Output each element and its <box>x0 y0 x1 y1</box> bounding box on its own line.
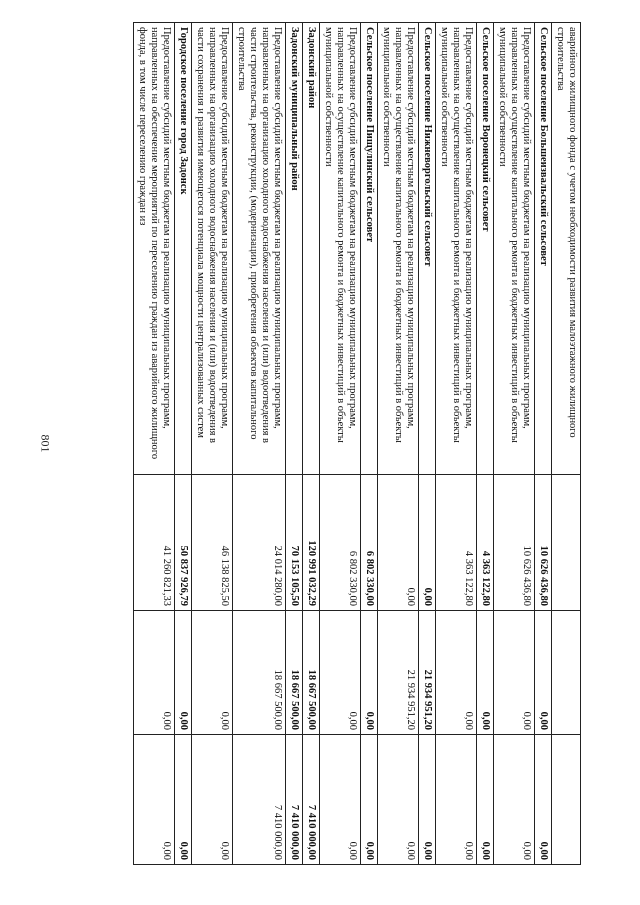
amount-year3-cell: 0,00 <box>320 735 361 865</box>
amount-year2-cell: 0,00 <box>477 611 494 735</box>
table-row <box>134 23 175 865</box>
amount-year3-cell: 7 410 000,00 <box>286 735 303 865</box>
row-name-cell: Предоставление субсидий местным бюджетам на реализацию муниципальных программ, направленных на осуществление капитального ремонта и бюджетных инвестиций в объекты муниципальной собственности <box>436 23 477 475</box>
table-row <box>436 23 477 865</box>
row-name-cell: аварийного жилищного фонда с учетом необходимости развития малоэтажного жилищного строительства <box>552 23 581 475</box>
amount-year1-cell: 6 802 330,00 <box>320 475 361 611</box>
amount-year3-cell: 0,00 <box>175 735 192 865</box>
amount-year2-cell: 0,00 <box>134 611 175 735</box>
row-name-cell: Сельское поселение Пищулинский сельсовет <box>361 23 378 475</box>
amount-year3-cell: 0,00 <box>494 735 535 865</box>
table-row <box>192 23 233 865</box>
table-row <box>320 23 361 865</box>
amount-year2-cell: 0,00 <box>494 611 535 735</box>
amount-year3-cell: 0,00 <box>378 735 419 865</box>
amount-year1-cell: 46 138 825,50 <box>192 475 233 611</box>
amount-year2-cell: 0,00 <box>320 611 361 735</box>
amount-year2-cell <box>552 611 581 735</box>
page-number: 801 <box>38 434 53 453</box>
row-name-cell: Предоставление субсидий местным бюджетам на реализацию муниципальных программ, направленных на организацию холодного водоснабжения населения и (или) водоотведения в части строительства, реконструкции, (модернизации), приобретения объектов капитального строительства <box>233 23 286 475</box>
row-name-cell: Городское поселение город Задонск <box>175 23 192 475</box>
row-name-cell: Предоставление субсидий местным бюджетам на реализацию муниципальных программ, направленных на осуществление капитального ремонта и бюджетных инвестиций в объекты муниципальной собственности <box>494 23 535 475</box>
amount-year2-cell: 21 934 951,20 <box>419 611 436 735</box>
row-name-cell: Задонский муниципальный район <box>286 23 303 475</box>
amount-year3-cell: 0,00 <box>535 735 552 865</box>
table-row <box>361 23 378 865</box>
amount-year3-cell: 0,00 <box>134 735 175 865</box>
table-row <box>303 23 320 865</box>
amount-year1-cell: 24 014 280,00 <box>233 475 286 611</box>
budget-table <box>133 22 581 865</box>
amount-year2-cell: 0,00 <box>192 611 233 735</box>
row-name-cell: Сельское поселение Большеизвальский сельсовет <box>535 23 552 475</box>
amount-year3-cell: 0,00 <box>436 735 477 865</box>
amount-year2-cell: 0,00 <box>361 611 378 735</box>
amount-year3-cell: 7 410 000,00 <box>233 735 286 865</box>
amount-year1-cell: 4 363 122,80 <box>436 475 477 611</box>
table-row <box>494 23 535 865</box>
row-name-cell: Предоставление субсидий местным бюджетам на реализацию муниципальных программ, направленных на осуществление капитального ремонта и бюджетных инвестиций в объекты муниципальной собственности <box>378 23 419 475</box>
row-name-cell: Сельское поселение Нижневоргольский сельсовет <box>419 23 436 475</box>
row-name-cell: Предоставление субсидий местным бюджетам на реализацию муниципальных программ, направленных на обеспечение мероприятий по переселению граждан из аварийного жилищного фонда, в том числе переселению граждан из <box>134 23 175 475</box>
table-row <box>477 23 494 865</box>
amount-year2-cell: 0,00 <box>175 611 192 735</box>
amount-year1-cell: 10 626 436,80 <box>535 475 552 611</box>
table-row <box>233 23 286 865</box>
table-body <box>134 23 581 865</box>
amount-year1-cell: 0,00 <box>419 475 436 611</box>
amount-year1-cell: 70 153 105,50 <box>286 475 303 611</box>
amount-year1-cell: 6 802 330,00 <box>361 475 378 611</box>
amount-year1-cell <box>552 475 581 611</box>
table-row <box>286 23 303 865</box>
row-name-cell: Предоставление субсидий местным бюджетам на реализацию муниципальных программ, направленных на осуществление капитального ремонта и бюджетных инвестиций в объекты муниципальной собственности <box>320 23 361 475</box>
table-row <box>419 23 436 865</box>
amount-year1-cell: 50 837 926,79 <box>175 475 192 611</box>
table-row <box>535 23 552 865</box>
amount-year3-cell: 0,00 <box>192 735 233 865</box>
amount-year3-cell: 0,00 <box>361 735 378 865</box>
amount-year1-cell: 0,00 <box>378 475 419 611</box>
amount-year2-cell: 0,00 <box>535 611 552 735</box>
amount-year3-cell: 0,00 <box>477 735 494 865</box>
amount-year2-cell: 18 667 500,00 <box>233 611 286 735</box>
row-name-cell: Сельское поселение Воронецкий сельсовет <box>477 23 494 475</box>
row-name-cell: Задонский район <box>303 23 320 475</box>
amount-year3-cell <box>552 735 581 865</box>
rotated-table-wrapper <box>51 22 581 864</box>
table-row <box>378 23 419 865</box>
amount-year1-cell: 10 626 436,80 <box>494 475 535 611</box>
amount-year1-cell: 120 991 032,29 <box>303 475 320 611</box>
amount-year1-cell: 4 363 122,80 <box>477 475 494 611</box>
amount-year2-cell: 18 667 500,00 <box>286 611 303 735</box>
table-row <box>175 23 192 865</box>
amount-year2-cell: 0,00 <box>436 611 477 735</box>
amount-year3-cell: 0,00 <box>419 735 436 865</box>
amount-year2-cell: 18 667 500,00 <box>303 611 320 735</box>
table-row <box>552 23 581 865</box>
amount-year3-cell: 7 410 000,00 <box>303 735 320 865</box>
amount-year1-cell: 41 260 821,33 <box>134 475 175 611</box>
row-name-cell: Предоставление субсидий местным бюджетам на реализацию муниципальных программ, направленных на организацию холодного водоснабжения населения и (или) водоотведения в части сохранения и развития имеющегося потенциала мощности централизованных систем <box>192 23 233 475</box>
amount-year2-cell: 21 934 951,20 <box>378 611 419 735</box>
